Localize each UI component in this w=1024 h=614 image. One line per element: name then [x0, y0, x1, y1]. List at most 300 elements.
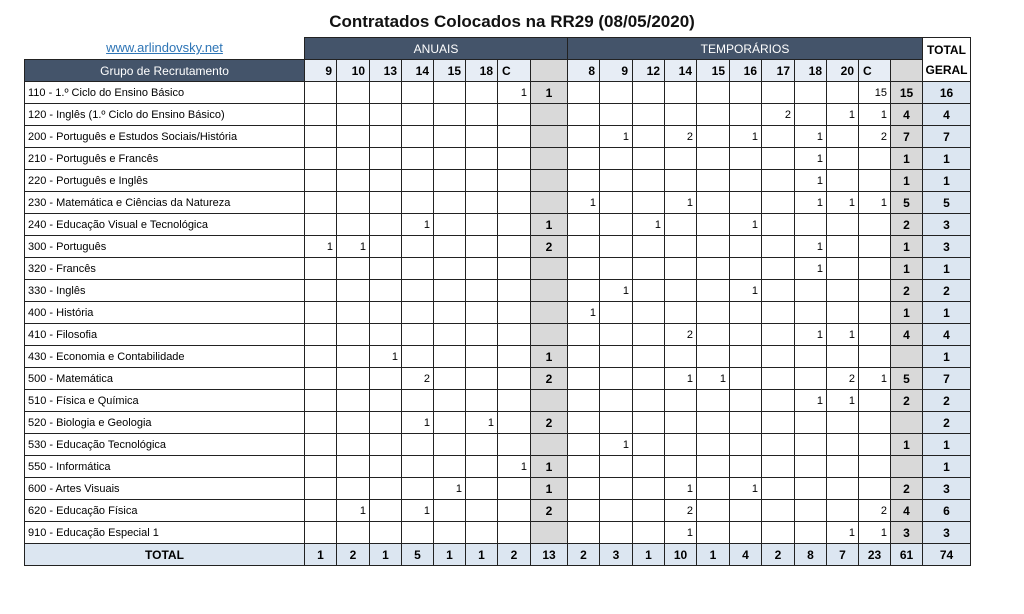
temp-subtotal: 1 [891, 302, 923, 324]
anuais-subtotal [531, 126, 568, 148]
temp-cell [665, 170, 697, 192]
temp-cell [697, 170, 730, 192]
anuais-cell [434, 82, 466, 104]
temp-cell: 1 [859, 368, 891, 390]
temp-cell [665, 346, 697, 368]
anuais-cell: 1 [402, 500, 434, 522]
temp-cell [859, 390, 891, 412]
anuais-cell [370, 126, 402, 148]
anuais-cell [337, 302, 370, 324]
temp-col-total: 3 [600, 544, 633, 566]
temp-cell [762, 280, 795, 302]
table-row [25, 522, 971, 544]
temp-cell [762, 456, 795, 478]
temp-col-header: 12 [633, 60, 665, 82]
temp-cell [730, 258, 762, 280]
row-total: 1 [923, 258, 971, 280]
anuais-cell [498, 522, 531, 544]
table-row [25, 390, 971, 412]
temp-cell [600, 258, 633, 280]
temp-subtotal: 4 [891, 324, 923, 346]
table-row [25, 170, 971, 192]
temp-cell: 1 [827, 104, 859, 126]
temp-cell [827, 258, 859, 280]
temp-cell [665, 280, 697, 302]
table-row [25, 126, 971, 148]
temp-cell [730, 434, 762, 456]
anuais-subtotal: 2 [531, 236, 568, 258]
anuais-grand-total: 13 [531, 544, 568, 566]
temp-cell: 1 [827, 324, 859, 346]
anuais-cell [498, 148, 531, 170]
temp-cell [730, 192, 762, 214]
temp-cell [762, 390, 795, 412]
temp-cell [762, 302, 795, 324]
anuais-col-total: 1 [370, 544, 402, 566]
temp-subtotal: 2 [891, 478, 923, 500]
anuais-cell [370, 258, 402, 280]
anuais-col-total: 1 [466, 544, 498, 566]
temp-cell [600, 82, 633, 104]
anuais-cell [305, 324, 337, 346]
anuais-subtotal [531, 280, 568, 302]
anuais-cell [305, 82, 337, 104]
temp-cell: 1 [665, 522, 697, 544]
temp-cell: 1 [795, 324, 827, 346]
temp-cell [568, 126, 600, 148]
temp-cell: 2 [665, 126, 697, 148]
anuais-cell: 1 [402, 412, 434, 434]
temp-subtotal: 5 [891, 368, 923, 390]
anuais-cell [466, 126, 498, 148]
anuais-col-header: 13 [370, 60, 402, 82]
temp-cell: 1 [568, 302, 600, 324]
anuais-cell [434, 500, 466, 522]
anuais-cell [370, 434, 402, 456]
temp-cell [633, 478, 665, 500]
temp-cell [600, 478, 633, 500]
temp-cell: 1 [600, 280, 633, 302]
temp-cell [697, 456, 730, 478]
temp-cell [568, 170, 600, 192]
anuais-cell [370, 456, 402, 478]
temp-cell [697, 236, 730, 258]
table-row [25, 258, 971, 280]
temp-cell [600, 192, 633, 214]
temp-cell [730, 236, 762, 258]
group-name: 430 - Economia e Contabilidade [25, 346, 305, 368]
group-name: 120 - Inglês (1.º Ciclo do Ensino Básico) [25, 104, 305, 126]
group-name: 600 - Artes Visuais [25, 478, 305, 500]
temp-cell [697, 346, 730, 368]
anuais-cell [498, 324, 531, 346]
temp-col-header: 14 [665, 60, 697, 82]
placements-table [24, 37, 971, 566]
anuais-cell [434, 280, 466, 302]
anuais-cell: 2 [402, 368, 434, 390]
table-row [25, 280, 971, 302]
anuais-subtotal [531, 170, 568, 192]
temp-cell [633, 258, 665, 280]
temp-cell [762, 478, 795, 500]
temp-cell: 1 [827, 192, 859, 214]
grand-total: 74 [923, 544, 971, 566]
anuais-cell [434, 434, 466, 456]
temp-cell [665, 258, 697, 280]
anuais-cell [370, 148, 402, 170]
anuais-cell [370, 170, 402, 192]
anuais-subtotal: 2 [531, 500, 568, 522]
anuais-subtotal [531, 104, 568, 126]
row-total: 3 [923, 214, 971, 236]
temp-cell [568, 368, 600, 390]
anuais-subtotal [531, 148, 568, 170]
anuais-cell: 1 [370, 346, 402, 368]
anuais-col-header: 15 [434, 60, 466, 82]
temp-cell [568, 390, 600, 412]
temp-cell [730, 368, 762, 390]
group-name: 910 - Educação Especial 1 [25, 522, 305, 544]
temp-cell [859, 478, 891, 500]
anuais-cell [370, 236, 402, 258]
anuais-col-header: 9 [305, 60, 337, 82]
group-name: 220 - Português e Inglês [25, 170, 305, 192]
temp-cell [859, 324, 891, 346]
anuais-cell [402, 170, 434, 192]
temp-cell: 2 [665, 324, 697, 346]
header-total-geral: TOTAL GERAL [923, 38, 971, 82]
anuais-cell: 1 [498, 456, 531, 478]
temp-cell [827, 478, 859, 500]
anuais-cell [434, 170, 466, 192]
anuais-cell [305, 346, 337, 368]
anuais-cell [498, 500, 531, 522]
temp-cell [633, 236, 665, 258]
anuais-col-total: 5 [402, 544, 434, 566]
anuais-cell [434, 346, 466, 368]
temp-cell [730, 324, 762, 346]
temp-cell [795, 434, 827, 456]
temp-cell [600, 104, 633, 126]
temp-cell [827, 346, 859, 368]
temp-cell [762, 192, 795, 214]
temp-cell [633, 456, 665, 478]
temp-cell: 1 [600, 434, 633, 456]
group-name: 330 - Inglês [25, 280, 305, 302]
anuais-cell [466, 170, 498, 192]
header-group: Grupo de Recrutamento [25, 60, 305, 82]
row-total: 1 [923, 170, 971, 192]
temp-cell [762, 170, 795, 192]
group-name: 240 - Educação Visual e Tecnológica [25, 214, 305, 236]
temp-cell [633, 280, 665, 302]
temp-cell [697, 302, 730, 324]
temp-cell: 1 [665, 368, 697, 390]
temp-cell: 1 [697, 368, 730, 390]
temp-col-header: 16 [730, 60, 762, 82]
temp-cell [633, 434, 665, 456]
temp-cell [568, 522, 600, 544]
temp-cell [697, 434, 730, 456]
temp-cell [827, 236, 859, 258]
group-name: 210 - Português e Francês [25, 148, 305, 170]
temp-cell [697, 390, 730, 412]
temp-cell: 2 [859, 126, 891, 148]
temp-col-header: 8 [568, 60, 600, 82]
temp-cell [665, 236, 697, 258]
temp-subtotal: 15 [891, 82, 923, 104]
temp-cell [859, 170, 891, 192]
anuais-cell [305, 412, 337, 434]
anuais-cell [498, 126, 531, 148]
temp-cell [697, 522, 730, 544]
anuais-cell [466, 368, 498, 390]
anuais-cell [402, 236, 434, 258]
anuais-cell [337, 412, 370, 434]
temp-col-header: 18 [795, 60, 827, 82]
anuais-cell [337, 258, 370, 280]
anuais-cell [370, 302, 402, 324]
temp-cell [697, 104, 730, 126]
row-total: 4 [923, 104, 971, 126]
anuais-cell [305, 478, 337, 500]
group-name: 530 - Educação Tecnológica [25, 434, 305, 456]
temp-cell [730, 82, 762, 104]
temp-cell [665, 456, 697, 478]
anuais-cell [305, 500, 337, 522]
temp-cell [827, 170, 859, 192]
anuais-subtotal-header [531, 60, 568, 82]
anuais-cell [337, 434, 370, 456]
temp-cell [697, 82, 730, 104]
temp-cell: 1 [633, 214, 665, 236]
temp-cell [827, 500, 859, 522]
temp-cell: 1 [859, 522, 891, 544]
website-link[interactable]: www.arlindovsky.net [106, 40, 223, 55]
anuais-cell [305, 214, 337, 236]
temp-cell [600, 170, 633, 192]
anuais-cell [434, 148, 466, 170]
header-temporarios: TEMPORÁRIOS [568, 38, 923, 60]
temp-cell [762, 368, 795, 390]
anuais-cell [305, 104, 337, 126]
anuais-cell [370, 82, 402, 104]
row-total: 2 [923, 280, 971, 302]
row-total: 6 [923, 500, 971, 522]
temp-cell [859, 214, 891, 236]
row-total: 5 [923, 192, 971, 214]
temp-cell [730, 346, 762, 368]
temp-cell [730, 148, 762, 170]
anuais-subtotal: 1 [531, 346, 568, 368]
anuais-cell [305, 434, 337, 456]
row-total: 3 [923, 478, 971, 500]
temp-cell [795, 214, 827, 236]
anuais-cell [337, 346, 370, 368]
temp-subtotal-header [891, 60, 923, 82]
temp-col-header: 17 [762, 60, 795, 82]
table-row [25, 412, 971, 434]
temp-cell [795, 456, 827, 478]
temp-subtotal: 1 [891, 170, 923, 192]
anuais-cell [434, 192, 466, 214]
anuais-cell [305, 170, 337, 192]
temp-subtotal: 1 [891, 258, 923, 280]
temp-cell [827, 82, 859, 104]
temp-cell [827, 148, 859, 170]
temp-cell [568, 434, 600, 456]
temp-cell [762, 412, 795, 434]
anuais-cell [370, 192, 402, 214]
anuais-cell [466, 214, 498, 236]
temp-col-total: 2 [762, 544, 795, 566]
temp-cell [600, 148, 633, 170]
temp-cell [633, 104, 665, 126]
temp-cell [600, 456, 633, 478]
temp-cell [762, 258, 795, 280]
anuais-cell [466, 82, 498, 104]
row-total: 1 [923, 434, 971, 456]
row-total: 1 [923, 302, 971, 324]
temp-col-total: 4 [730, 544, 762, 566]
table-row [25, 478, 971, 500]
anuais-cell: 1 [305, 236, 337, 258]
anuais-cell [466, 192, 498, 214]
temp-cell [762, 126, 795, 148]
anuais-cell: 1 [337, 236, 370, 258]
anuais-cell [434, 126, 466, 148]
temp-cell [568, 258, 600, 280]
temp-cell [600, 302, 633, 324]
anuais-cell [498, 412, 531, 434]
temp-cell [859, 456, 891, 478]
totals-label: TOTAL [25, 544, 305, 566]
temp-cell [633, 324, 665, 346]
temp-cell [795, 478, 827, 500]
temp-cell [762, 214, 795, 236]
temp-cell [730, 170, 762, 192]
temp-cell [730, 456, 762, 478]
row-total: 16 [923, 82, 971, 104]
temp-cell [633, 170, 665, 192]
anuais-cell [337, 192, 370, 214]
anuais-col-header: 18 [466, 60, 498, 82]
anuais-cell [402, 258, 434, 280]
anuais-cell [305, 522, 337, 544]
anuais-col-header: 14 [402, 60, 434, 82]
anuais-cell [466, 522, 498, 544]
temp-cell [633, 412, 665, 434]
temp-cell [859, 280, 891, 302]
anuais-cell [337, 456, 370, 478]
anuais-cell [337, 82, 370, 104]
anuais-cell [498, 368, 531, 390]
temp-cell [795, 368, 827, 390]
anuais-cell [466, 104, 498, 126]
anuais-cell [337, 478, 370, 500]
group-name: 110 - 1.º Ciclo do Ensino Básico [25, 82, 305, 104]
temp-cell [600, 390, 633, 412]
anuais-subtotal [531, 258, 568, 280]
anuais-cell [337, 214, 370, 236]
temp-cell: 2 [859, 500, 891, 522]
anuais-cell [402, 126, 434, 148]
anuais-cell [434, 522, 466, 544]
anuais-cell [370, 500, 402, 522]
temp-cell: 2 [762, 104, 795, 126]
document-title: Contratados Colocados na RR29 (08/05/2020) [329, 12, 695, 31]
group-name: 230 - Matemática e Ciências da Natureza [25, 192, 305, 214]
temp-cell: 15 [859, 82, 891, 104]
temp-cell [697, 126, 730, 148]
temp-cell [730, 390, 762, 412]
anuais-cell [305, 302, 337, 324]
anuais-cell [305, 126, 337, 148]
anuais-cell [498, 478, 531, 500]
anuais-col-total: 1 [434, 544, 466, 566]
group-name: 620 - Educação Física [25, 500, 305, 522]
anuais-cell [370, 390, 402, 412]
table-row [25, 500, 971, 522]
temp-grand-total: 61 [891, 544, 923, 566]
temp-subtotal: 4 [891, 104, 923, 126]
temp-subtotal: 7 [891, 126, 923, 148]
anuais-cell [305, 192, 337, 214]
temp-subtotal [891, 346, 923, 368]
temp-cell [568, 82, 600, 104]
table-row [25, 104, 971, 126]
temp-cell [795, 412, 827, 434]
anuais-col-header: C [498, 60, 531, 82]
temp-cell: 1 [795, 170, 827, 192]
anuais-cell [498, 434, 531, 456]
temp-subtotal: 1 [891, 148, 923, 170]
temp-cell [568, 104, 600, 126]
anuais-subtotal [531, 302, 568, 324]
temp-cell [697, 214, 730, 236]
temp-cell [795, 500, 827, 522]
temp-cell [568, 478, 600, 500]
row-total: 4 [923, 324, 971, 346]
temp-subtotal: 1 [891, 434, 923, 456]
temp-cell [827, 302, 859, 324]
anuais-cell [466, 346, 498, 368]
temp-cell [665, 148, 697, 170]
row-total: 1 [923, 148, 971, 170]
table-row [25, 434, 971, 456]
anuais-subtotal [531, 324, 568, 346]
anuais-cell [402, 456, 434, 478]
temp-cell: 1 [827, 390, 859, 412]
anuais-cell [466, 302, 498, 324]
temp-cell [568, 456, 600, 478]
temp-cell [859, 346, 891, 368]
temp-cell [697, 192, 730, 214]
temp-cell: 1 [827, 522, 859, 544]
anuais-cell [337, 104, 370, 126]
temp-cell: 1 [859, 104, 891, 126]
temp-col-header: 15 [697, 60, 730, 82]
anuais-cell [402, 324, 434, 346]
temp-cell [568, 280, 600, 302]
anuais-cell [434, 368, 466, 390]
anuais-cell [498, 280, 531, 302]
group-name: 520 - Biologia e Geologia [25, 412, 305, 434]
header-anuais: ANUAIS [305, 38, 568, 60]
temp-subtotal: 3 [891, 522, 923, 544]
anuais-cell [370, 214, 402, 236]
table-row [25, 346, 971, 368]
